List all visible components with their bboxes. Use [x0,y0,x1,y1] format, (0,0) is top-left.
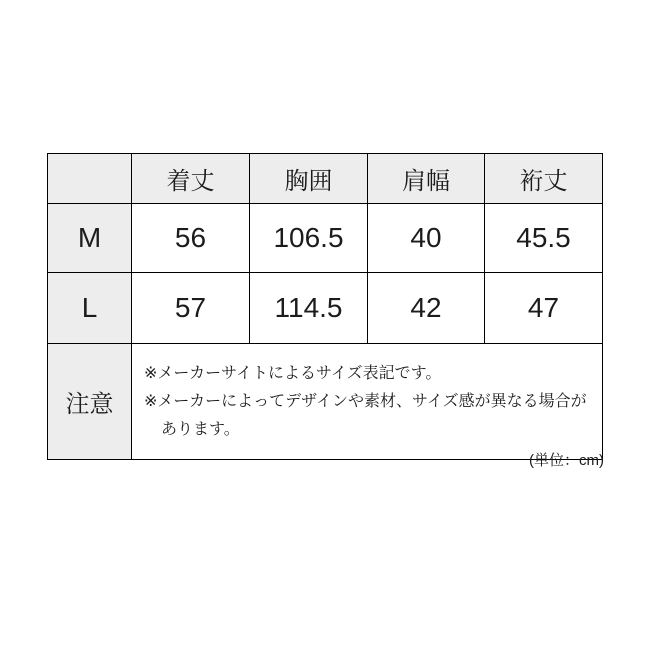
caution-note-line-3: あります。 [161,420,240,438]
unit-note: (単位：cm) [529,452,604,469]
row-header-size-m: M [48,204,132,273]
col-header-sleeve-length: 裄丈 [485,154,603,204]
header-row [48,154,603,204]
row-header-caution: 注意 [48,344,132,460]
cell-l-body-length: 57 [132,273,250,344]
cell-l-chest: 114.5 [250,273,368,344]
col-header-chest: 胸囲 [250,154,368,204]
size-spec-table [47,153,603,460]
caution-note-line-1: ※メーカーサイトによるサイズ表記です。 [144,364,442,382]
table-row-size-m [48,204,603,273]
cell-l-shoulder-width: 42 [368,273,485,344]
col-header-shoulder-width: 肩幅 [368,154,485,204]
cell-m-chest: 106.5 [250,204,368,273]
caution-note-line-2: ※メーカーによってデザインや素材、サイズ感が異なる場合が [144,392,587,410]
cell-l-sleeve-length: 47 [485,273,603,344]
col-header-body-length: 着丈 [132,154,250,204]
corner-cell [48,154,132,204]
cell-m-sleeve-length: 45.5 [485,204,603,273]
cell-m-body-length: 56 [132,204,250,273]
cell-m-shoulder-width: 40 [368,204,485,273]
table-row-size-l [48,273,603,344]
caution-notes-cell [132,344,603,460]
table-row-caution [48,344,603,460]
row-header-size-l: L [48,273,132,344]
